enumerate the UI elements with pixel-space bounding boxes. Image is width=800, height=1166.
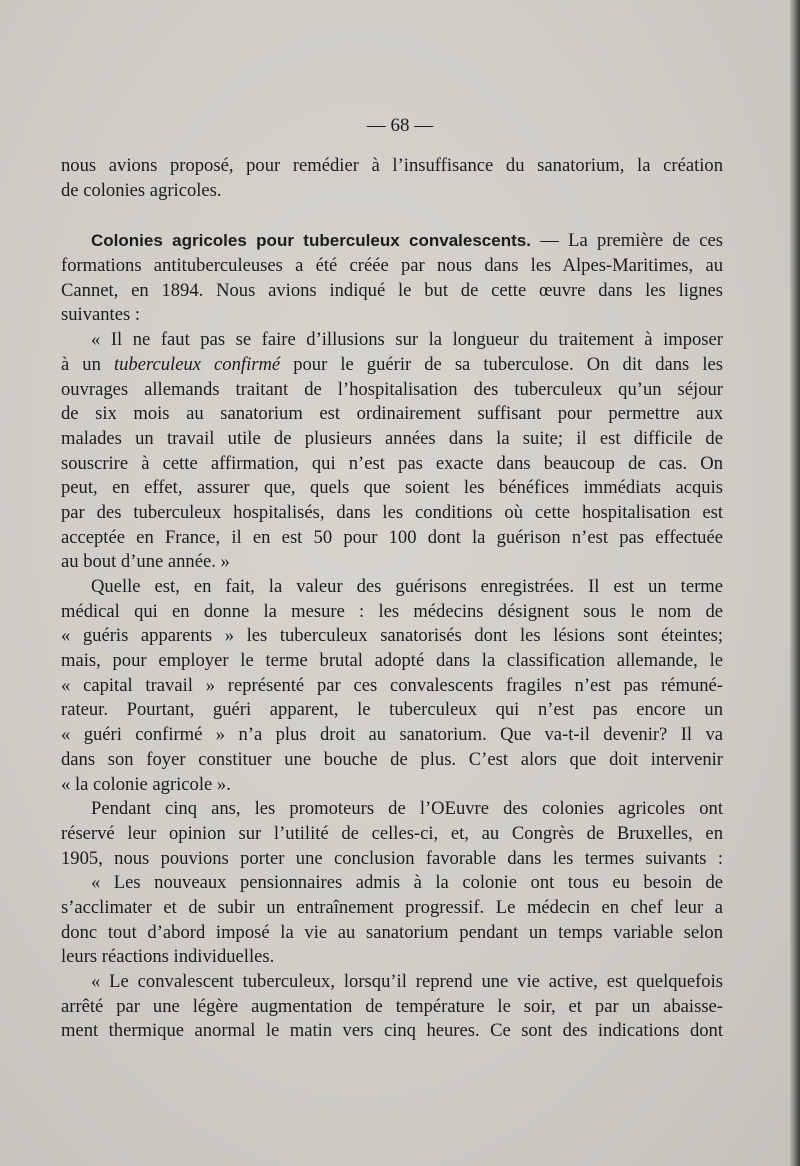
text-line: souscrire à cette affirmation, qui n’est pas exacte dans beaucoup de cas. On [61, 452, 723, 474]
text-line: mais, pour employer le terme brutal adopté dans la classification allemande, le [61, 650, 723, 672]
text-line: arrêté par une légère augmentation de température le soir, et par un abaisse- [61, 995, 723, 1017]
text-line: de six mois au sanatorium est ordinairement suffisant pour permettre aux [61, 403, 723, 425]
text-line: « Il ne faut pas se faire d’illusions sur la longueur du traitement à imposer [91, 329, 723, 351]
page-edge-shadow [790, 0, 800, 1166]
text-line: peut, en effet, assurer que, quels que soient les bénéfices immédiats acquis [61, 477, 723, 499]
text-line: suivantes : [61, 304, 141, 326]
heading-dash: — [540, 230, 559, 252]
text-line: réservé leur opinion sur l’utilité de celles-ci, et, au Congrès de Bruxelles, en [61, 822, 723, 844]
italic-phrase: tuberculeux confirmé [113, 353, 281, 375]
text-line: médical qui en donne la mesure : les médecins désignent sous le nom de [61, 600, 723, 622]
text-line: Quelle est, en fait, la valeur des guérisons enregistrées. Il est un terme [91, 576, 723, 597]
body-text [61, 154, 723, 1044]
text-line: Cannet, en 1894. Nous avions indiqué le but de cette œuvre dans les lignes [61, 279, 723, 301]
text-line: ouvrages allemands traitant de l’hospitalisation des tuberculeux qu’un séjour [61, 378, 723, 400]
section-heading: Colonies agricoles pour tuberculeux convalescents. [91, 231, 531, 251]
text-line: par des tuberculeux hospitalisés, dans les conditions où cette hospitalisation est [61, 501, 723, 523]
text-line: malades un travail utile de plusieurs années dans la suite; il est difficile de [61, 427, 723, 449]
text-line: « guéris apparents » les tuberculeux sanatorisés dont les lésions sont éteintes; [61, 625, 723, 647]
text-fragment: La première de ces [568, 230, 723, 252]
text-line [61, 353, 723, 378]
text-line: « la colonie agricole ». [61, 773, 231, 795]
text-line: au bout d’une année. » [61, 551, 230, 573]
text-line: « Le convalescent tuberculeux, lorsqu’il reprend une vie active, est quelquefois [91, 971, 723, 992]
text-line: de colonies agricoles. [61, 179, 222, 201]
text-line: « guéri confirmé » n’a plus droit au sanatorium. Que va-t-il devenir? Il va [61, 724, 723, 746]
text-fragment: à un [61, 353, 101, 375]
text-line: s’acclimater et de subir un entraînement progressif. Le médecin en chef leur a [61, 896, 723, 918]
text-line: ment thermique anormal le matin vers cinq heures. Ce sont des indications dont [61, 1020, 723, 1042]
text-line: « capital travail » représenté par ces convalescents fragiles n’est pas rémuné- [61, 674, 723, 696]
text-line: « Les nouveaux pensionnaires admis à la colonie ont tous eu besoin de [91, 872, 723, 894]
text-line: dans son foyer constituer une bouche de plus. C’est alors que doit intervenir [61, 748, 723, 770]
text-fragment: pour le guérir de sa tuberculose. On dit dans les [293, 353, 723, 375]
text-line: leurs réactions individuelles. [61, 946, 275, 968]
text-line: rateur. Pourtant, guéri apparent, le tuberculeux qui n’est pas encore un [61, 699, 723, 721]
text-line: acceptée en France, il en est 50 pour 100 dont la guérison n’est pas effectuée [61, 526, 723, 548]
text-line: formations antituberculeuses a été créée par nous dans les Alpes-Maritimes, au [61, 255, 723, 277]
text-line: donc tout d’abord imposé la vie au sanatorium pendant un temps variable selon [61, 921, 723, 943]
text-line: nous avions proposé, pour remédier à l’insuffisance du sanatorium, la création [61, 155, 723, 176]
text-line: 1905, nous pouvions porter une conclusion favorable dans les termes suivants : [61, 847, 723, 869]
paragraph-gap [61, 203, 723, 229]
text-line [61, 229, 723, 254]
text-line: Pendant cinq ans, les promoteurs de l’OEuvre des colonies agricoles ont [91, 798, 723, 820]
page-number: — 68 — [366, 115, 434, 136]
